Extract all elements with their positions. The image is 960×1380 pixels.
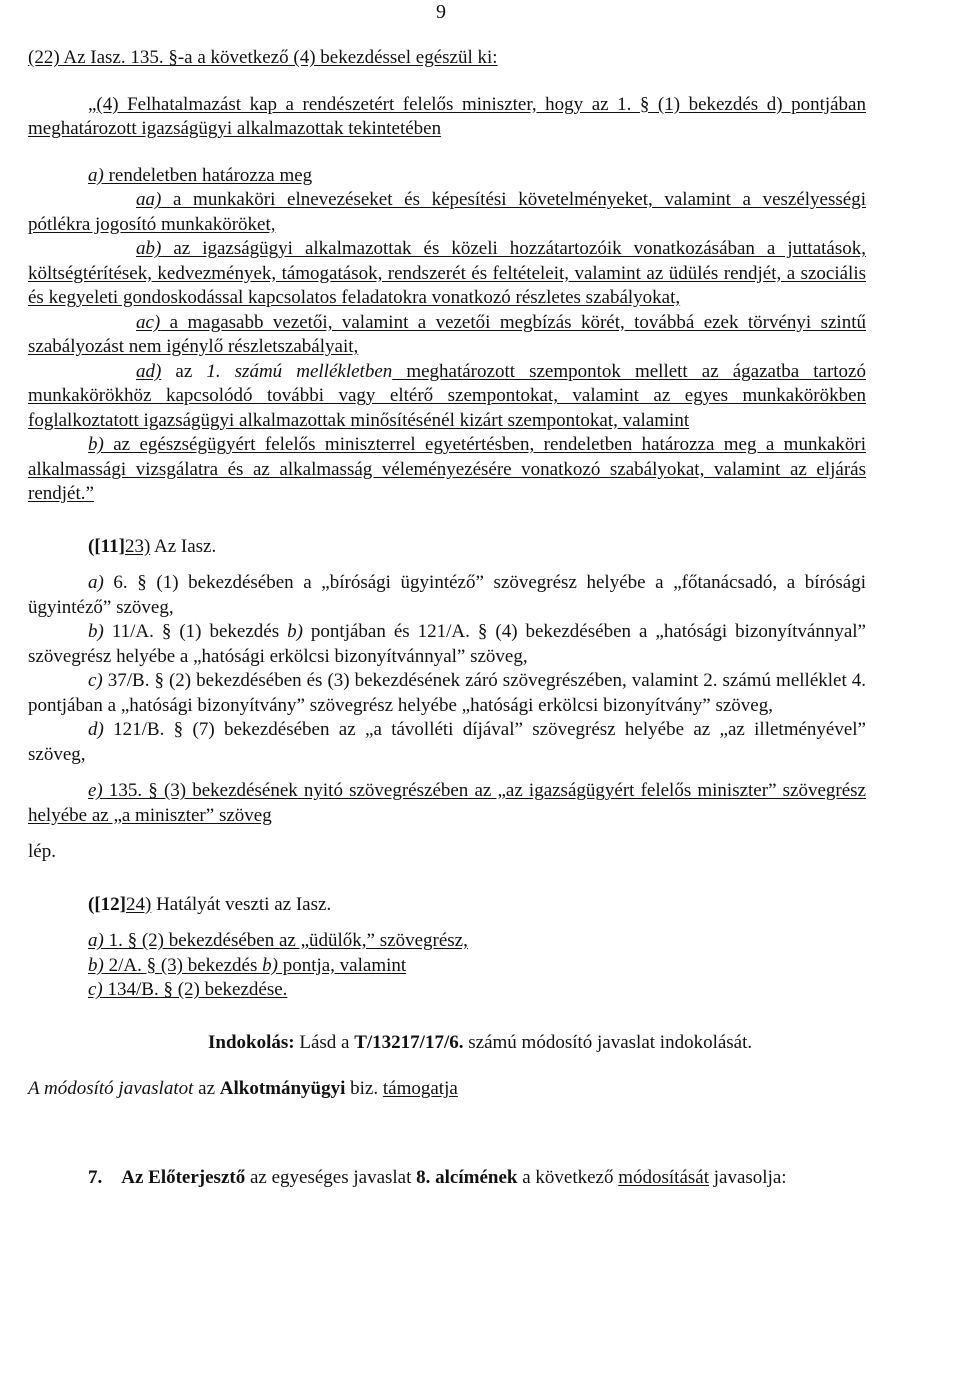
amendment-23-a-text: 6. § (1) bekezdésében a „bírósági ügyintéző” szövegrész helyébe a „főtanácsadó, a bírósági ügyintéző” szöveg, [28,572,866,618]
page-content [28,46,866,1190]
amendment-23-b-text-2: pontjában és 121/A. § (4) bekezdésében a „hatósági bizonyítvánnyal” szövegrész helyébe a „hatósági erkölcsi bizonyítvánnyal” szöveg, [28,621,866,667]
amendment-23-new-number: 23) [124,535,151,557]
item-7-text-1: Az [121,1166,149,1188]
item-7-number: 7. [88,1166,103,1188]
amendment-23-c-text: 37/B. § (2) bekezdésében és (3) bekezdésének záró szövegrészében, valamint 2. számú melléklet 4. pontjában a „hatósági bizonyítvány” szövegrész helyébe „hatósági erkölcsi bizonyítvány” szöveg, [28,670,866,716]
justification [28,1031,866,1056]
item-7-proposer: Előterjesztő [148,1166,246,1188]
point-ac-label: ac) [136,311,161,333]
point-ad [28,360,866,434]
item-7 [28,1166,866,1191]
amendment-24-old-number: ([12] [88,893,126,915]
point-ab-label: ab) [136,238,162,259]
point-aa [28,188,866,237]
amendment-23-e-label: e) [88,780,103,801]
item-7-subtitle-word: alcímének [435,1166,518,1188]
amendment-23-text: Az Iasz. [150,535,217,557]
point-ac [28,311,866,360]
amendment-23-b-text-1: 11/A. § (1) bekezdés [103,621,288,642]
justification-label: Indokolás: [208,1031,295,1053]
amendment-24-b-text-1: 2/A. § (3) bekezdés [103,954,263,976]
point-a-label: a) [88,164,104,186]
amendment-23-e-text: 135. § (3) bekezdésének nyitó szövegrészében az „az igazságügyért felelős miniszter” szövegrész helyébe az „a miniszter” szöveg [28,780,866,826]
point-b-label: b) [88,434,104,455]
amendment-23-b-point: b) [287,621,303,642]
item-7-text-4: a következő [517,1166,619,1188]
point-ab-text: az igazságügyi alkalmazottak és közeli hozzátartozóik vonatkozásában a juttatások, költségtérítések, kedvezmények, támogatások, rendszerét és feltételeit, valamint az üdülés rendjét, a szociális és kegyeleti gondoskodással kapcsolatos feladatokra vonatkozó részletes szabályokat, [28,238,866,308]
point-ad-mid: az [161,360,207,382]
point-ad-annex-ref: 1. számú mellékletben [206,360,393,382]
point-a [28,164,866,189]
point-b-text: az egészségügyért felelős miniszterrel egyetértésben, rendeletben határozza meg a munkaköri alkalmassági vizsgálatra és az alkalmasság véleményezésére vonatkozó szabályokat, valamint az eljárás rendjét.” [28,434,866,504]
point-b [28,433,866,507]
committee-support [28,1077,866,1102]
amendment-23-b-label: b) [88,621,104,642]
amendment-24-a [28,929,866,954]
amendment-24-b [28,954,866,979]
amendment-23-e [28,779,866,828]
amendment-23-c-label: c) [88,670,103,691]
amendment-24-a-text: 1. § (2) bekezdésében az „üdülők,” szövegrész, [103,930,468,951]
spacer [28,1102,866,1166]
item-7-text-5: javasolja: [709,1166,787,1188]
point-ab [28,237,866,311]
amendment-24-c-text: 134/B. § (2) bekezdése. [102,979,288,1000]
amendment-23-c [28,669,866,718]
lep-text: lép. [28,841,56,862]
point-aa-text: a munkaköri elnevezéseket és képesítési követelményeket, valamint a veszélyességi pótlékra jogosító munkaköröket, [28,189,866,235]
page-number: 9 [436,1,446,23]
amendment-24-b-text-2: pontja, valamint [277,954,407,976]
point-aa-label: aa) [136,189,162,210]
amendment-23-closing [28,840,866,865]
item-7-text-2: az egyeséges javaslat [245,1166,417,1188]
amendment-23-d [28,718,866,767]
justification-reference: T/13217/17/6. [354,1031,464,1053]
amendment-23-d-text: 121/B. § (7) bekezdésében az „a távolléti díjával” szövegrész helyébe az „az illetményével” szöveg, [28,719,866,765]
amendment-24-c-label: c) [88,979,103,1000]
amendment-23-b [28,620,866,669]
amendment-24-text: Hatályát veszti az Iasz. [151,893,332,915]
committee-name: Alkotmányügyi [219,1078,346,1099]
amendment-24-new-number: 24) [125,893,152,915]
justification-text-1: Lásd a [294,1031,355,1053]
justification-text-2: számú módosító javaslat indokolását. [463,1031,753,1053]
support-intro: A módosító javaslatot [28,1078,194,1099]
amendment-23-heading [28,535,866,560]
paragraph-4 [28,93,866,142]
amendment-24-c [28,978,866,1003]
amendment-23-d-label: d) [88,719,104,740]
amendment-23-a-label: a) [88,572,104,593]
support-verb: támogatja [382,1078,458,1099]
amendment-22-text: (22) Az Iasz. 135. §-a a következő (4) bekezdéssel egészül ki: [28,47,498,68]
paragraph-4-text: „(4) Felhatalmazást kap a rendészetért felelős miniszter, hogy az 1. § (1) bekezdés d) pontjában meghatározott igazságügyi alkalmazottak tekintetében [28,93,866,139]
point-ac-text: a magasabb vezetői, valamint a vezetői megbízás körét, továbbá ezek törvényi szintű szabályozást nem igénylő részletszabályait, [28,311,866,357]
point-a-text: rendeletben határozza meg [103,164,313,186]
point-ad-text: meghatározott szempontok mellett az ágazatba tartozó munkakörökhöz kapcsolódó további vagy eltérő szempontokat, valamint az egyes munkakörökben foglalkoztatott igazságügyi alkalmazottak minősítésénél kizárt szempontokat, valamint [28,360,866,431]
support-text-1: az [193,1078,220,1099]
point-ad-label: ad) [136,360,162,382]
amendment-24-a-label: a) [88,930,104,951]
amendment-23-old-number: ([11] [88,535,125,557]
amendment-24-b-point: b) [262,954,278,976]
amendment-24-heading [28,893,866,918]
amendment-23-a [28,571,866,620]
amendment-22 [28,46,866,71]
item-7-amendment-word: módosítását [618,1166,710,1188]
amendment-24-b-label: b) [88,954,104,976]
support-text-2: biz. [345,1078,383,1099]
item-7-section-number: 8. [416,1166,431,1188]
